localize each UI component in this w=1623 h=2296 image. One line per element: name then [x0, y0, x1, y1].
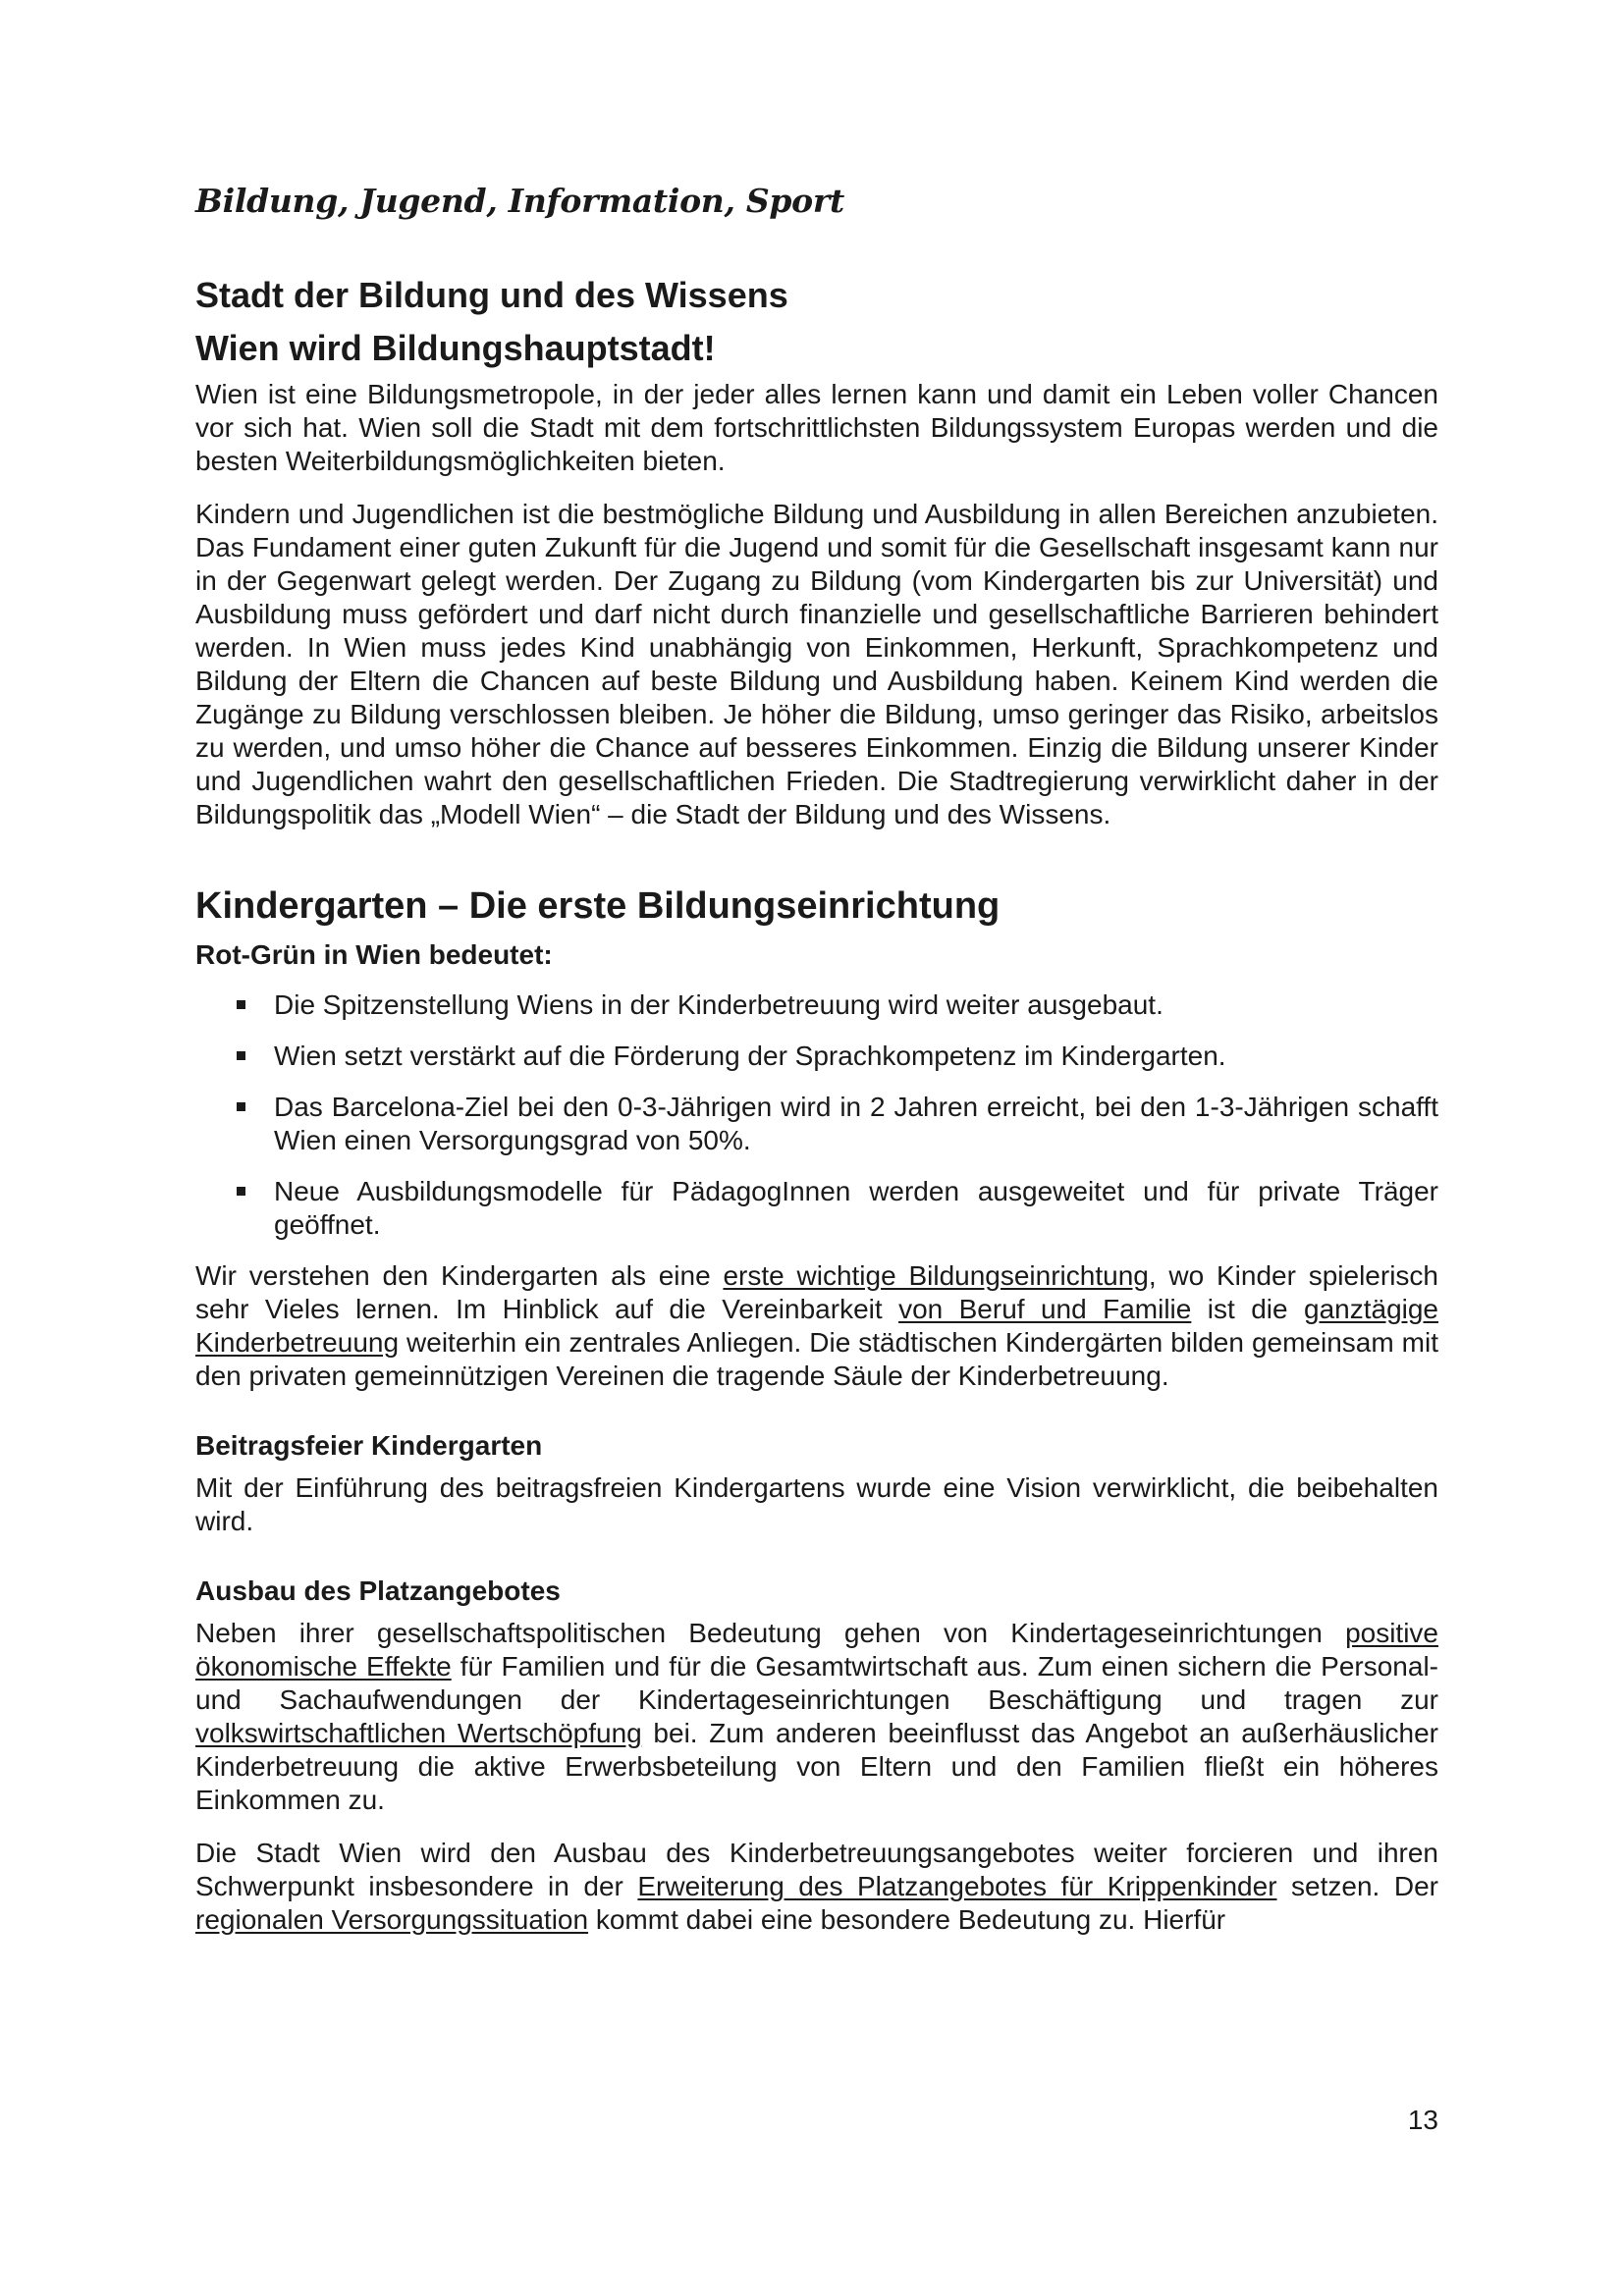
heading-stadt-der-bildung: Stadt der Bildung und des Wissens	[195, 275, 788, 315]
ausbau-paragraph-2	[195, 1837, 1438, 1937]
text-span: Neben ihrer gesellschaftspolitischen Bedeutung gehen von Kindertageseinrichtungen	[195, 1618, 1346, 1648]
underlined-phrase: von Beruf und Familie	[898, 1294, 1192, 1324]
page-content	[195, 180, 1438, 1937]
section-title: Bildung, Jugend, Information, Sport	[195, 182, 844, 220]
bullet-list	[195, 988, 1438, 1242]
list-item: Wien setzt verstärkt auf die Förderung der Sprachkompetenz im Kindergarten.	[195, 1040, 1438, 1073]
page-number: 13	[1407, 2105, 1438, 2135]
text-span: setzen. Der	[1276, 1871, 1438, 1901]
beitragsfrei-paragraph: Mit der Einführung des beitragsfreien Kindergartens wurde eine Vision verwirklicht, die beibehalten wird.	[195, 1472, 1438, 1536]
heading-kindergarten: Kindergarten – Die erste Bildungseinrichtung	[195, 885, 1001, 927]
underlined-phrase: ganztägige Kinderbetreuung	[195, 1294, 1439, 1358]
underlined-phrase: volkswirtschaftlichen Wertschöpfung	[195, 1718, 642, 1748]
list-item: Neue Ausbildungsmodelle für PädagogInnen werden ausgeweitet und für private Träger geöffnet.	[195, 1175, 1438, 1242]
ausbau-paragraph-1	[195, 1617, 1438, 1817]
text-span: Wir verstehen den Kindergarten als eine	[195, 1260, 724, 1291]
underlined-phrase: erste wichtige Bildungseinrichtung	[723, 1260, 1149, 1291]
text-span: kommt dabei eine besondere Bedeutung zu. Hierfür	[588, 1904, 1226, 1935]
intro-paragraph-1: Wien ist eine Bildungsmetropole, in der jeder alles lernen kann und damit ein Leben voller Chancen vor sich hat. Wien soll die Stadt mit dem fortschrittlichsten Bildungssystem Europas werden und die besten Weiterbildungsmöglichkeiten bieten.	[195, 379, 1438, 476]
text-span: Die Stadt Wien wird den Ausbau des Kinderbetreuungsangebotes weiter forcieren und ihren Schwerpunkt insbesondere in der	[195, 1838, 1438, 1901]
text-span: weiterhin ein zentrales Anliegen. Die städtischen Kindergärten bilden gemeinsam mit den privaten gemeinnützigen Vereinen die tragende Säule der Kinderbetreuung.	[195, 1327, 1438, 1391]
kindergarten-paragraph	[195, 1259, 1438, 1393]
heading-bildungshauptstadt: Wien wird Bildungshauptstadt!	[195, 328, 716, 368]
heading-ausbau: Ausbau des Platzangebotes	[195, 1575, 561, 1606]
text-span: bei. Zum anderen beeinflusst das Angebot an außerhäuslicher Kinderbetreuung die aktive Erwerbsbeteilung von Eltern und den Familien fließt ein höheres Einkommen zu.	[195, 1718, 1438, 1815]
underlined-phrase: positive ökonomische Effekte	[195, 1618, 1438, 1682]
subheading-rot-gruen: Rot-Grün in Wien bedeutet:	[195, 939, 553, 970]
list-item: Das Barcelona-Ziel bei den 0-3-Jährigen wird in 2 Jahren erreicht, bei den 1-3-Jährigen schafft Wien einen Versorgungsgrad von 50%.	[195, 1091, 1438, 1157]
text-span: , wo Kinder spielerisch sehr Vieles lernen. Im Hinblick auf die Vereinbarkeit	[195, 1260, 1439, 1324]
intro-paragraph-2: Kindern und Jugendlichen ist die bestmögliche Bildung und Ausbildung in allen Bereichen anzubieten. Das Fundament einer guten Zukunft für die Jugend und somit für die Gesellschaft insgesamt kann nur in der Gegenwart gelegt werden. Der Zugang zu Bildung (vom Kindergarten bis zur Universität) und Ausbildung muss gefördert und darf nicht durch finanzielle und gesellschaftliche Barrieren behindert werden. In Wien muss jedes Kind unabhängig von Einkommen, Herkunft, Sprachkompetenz und Bildung der Eltern die Chancen auf beste Bildung und Ausbildung haben. Keinem Kind werden die Zugänge zu Bildung verschlossen bleiben. Je höher die Bildung, umso geringer das Risiko, arbeitslos zu werden, und umso höher die Chance auf besseres Einkommen. Einzig die Bildung unserer Kinder und Jugendlichen wahrt den gesellschaftlichen Frieden. Die Stadtregierung verwirklicht daher in der Bildungspolitik das „Modell Wien“ – die Stadt der Bildung und des Wissens.	[195, 499, 1438, 829]
underlined-phrase: regionalen Versorgungssituation	[195, 1904, 589, 1935]
text-span: ist die	[1191, 1294, 1304, 1324]
text-span: für Familien und für die Gesamtwirtschaft aus. Zum einen sichern die Personal- und Sachaufwendungen der Kindertageseinrichtungen Beschäftigung und tragen zur	[195, 1651, 1438, 1715]
underlined-phrase: Erweiterung des Platzangebotes für Krippenkinder	[637, 1871, 1277, 1901]
list-item: Die Spitzenstellung Wiens in der Kinderbetreuung wird weiter ausgebaut.	[195, 988, 1438, 1022]
heading-beitragsfrei: Beitragsfeier Kindergarten	[195, 1430, 543, 1461]
